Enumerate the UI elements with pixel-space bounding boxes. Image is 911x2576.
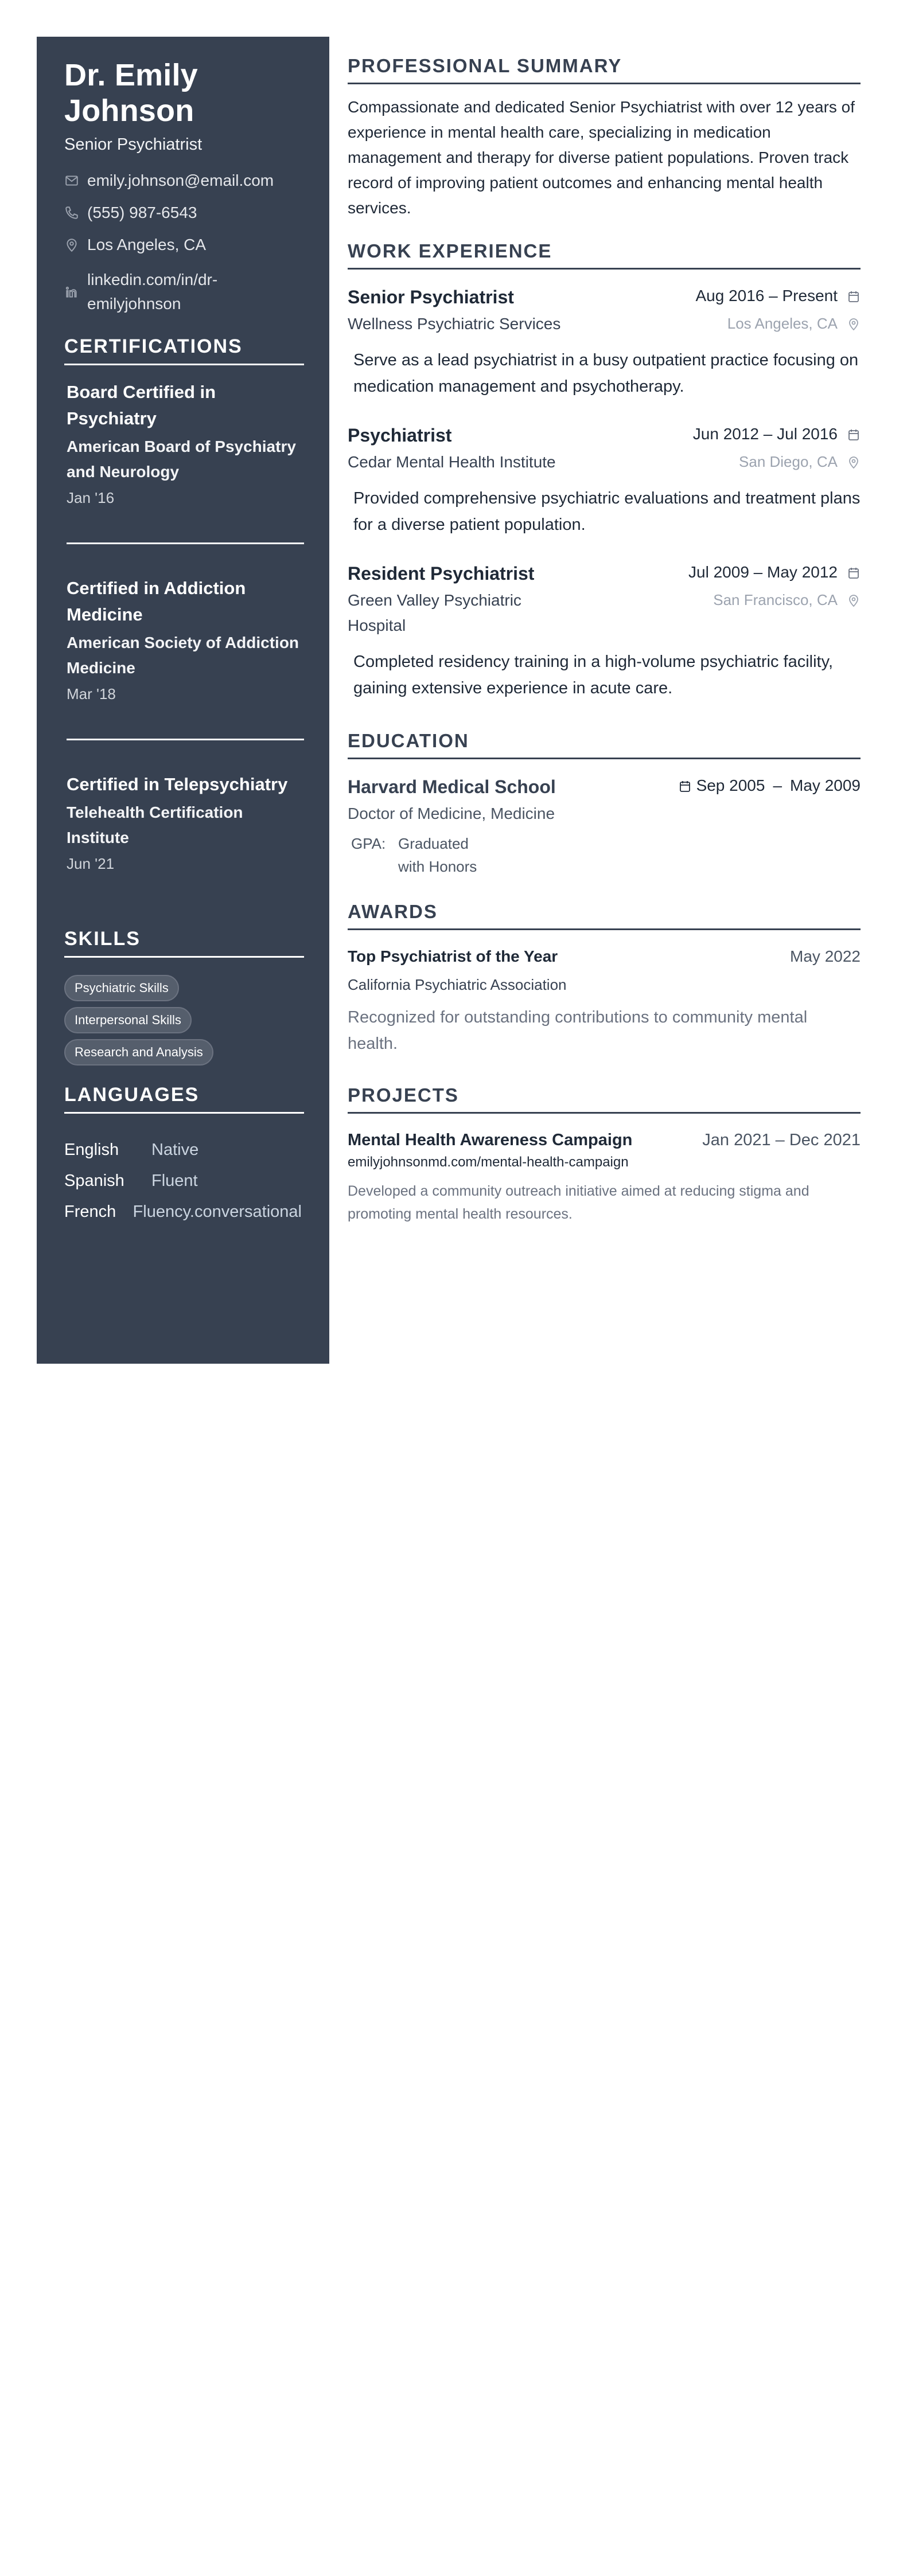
experience-item	[348, 563, 861, 701]
skill-tag: Research and Analysis	[64, 1039, 213, 1065]
languages-heading: LANGUAGES	[64, 1084, 304, 1114]
award-title: Top Psychiatrist of the Year	[348, 947, 558, 965]
job-location: Los Angeles, CA	[727, 315, 861, 333]
project-link[interactable]: emilyjohnsonmd.com/mental-health-campaign	[348, 1154, 629, 1170]
awards-heading: AWARDS	[348, 901, 861, 930]
job-role: Psychiatrist	[348, 425, 452, 446]
experience-item	[348, 425, 861, 538]
awards-section	[348, 901, 861, 1057]
job-company: Cedar Mental Health Institute	[348, 453, 556, 471]
skills-list	[64, 975, 302, 1071]
contact-linkedin[interactable]: linkedin.com/in/dr- emilyjohnson	[64, 268, 302, 316]
calendar-icon	[678, 779, 692, 793]
calendar-icon	[847, 427, 861, 441]
contact-list	[64, 171, 302, 316]
experience-item	[348, 287, 861, 400]
map-pin-icon	[64, 237, 79, 252]
job-company: Wellness Psychiatric Services	[348, 315, 561, 333]
projects-heading: PROJECTS	[348, 1084, 861, 1114]
project-item	[348, 1131, 861, 1225]
job-date: Jun 2012 – Jul 2016	[693, 425, 861, 443]
degree: Doctor of Medicine, Medicine	[348, 805, 555, 822]
calendar-icon	[847, 565, 861, 579]
map-pin-icon	[847, 317, 861, 331]
award-item	[348, 947, 861, 1057]
candidate-title: Senior Psychiatrist	[64, 135, 203, 154]
job-location: San Diego, CA	[739, 453, 861, 471]
map-pin-icon	[847, 594, 861, 607]
job-date: Aug 2016 – Present	[695, 287, 861, 305]
award-organization: California Psychiatric Association	[348, 976, 567, 993]
job-location: San Francisco, CA	[713, 591, 861, 609]
summary-section	[348, 55, 861, 221]
linkedin-icon	[64, 284, 79, 299]
education-heading: EDUCATION	[348, 730, 861, 759]
skill-tag: Interpersonal Skills	[64, 1007, 192, 1033]
summary-text: Compassionate and dedicated Senior Psychiatrist with over 12 years of experience in mental health care, specializing in medication management and therapy for diverse patient populations. Proven track record of improving patient outcomes and enhancing mental health services.	[348, 98, 855, 217]
education-date: Sep 2005 – May 2009	[678, 776, 861, 795]
calendar-icon	[847, 289, 861, 303]
skills-heading: SKILLS	[64, 928, 304, 958]
certification-item: Board Certified in Psychiatry American Board of Psychiatry and Neurology Jan '16	[67, 382, 296, 506]
certifications-list	[64, 365, 302, 873]
job-role: Senior Psychiatrist	[348, 287, 514, 307]
school-name: Harvard Medical School	[348, 776, 556, 797]
job-company: Green Valley Psychiatric Hospital	[348, 591, 521, 634]
contact-phone[interactable]: (555) 987-6543	[64, 204, 302, 222]
language-row: French Fluency.conversational	[64, 1203, 302, 1221]
education-section	[348, 730, 861, 878]
projects-section	[348, 1084, 861, 1225]
languages-list	[64, 1134, 302, 1227]
award-description: Recognized for outstanding contributions to community mental health.	[348, 1008, 808, 1053]
skill-tag: Psychiatric Skills	[64, 975, 179, 1001]
job-description: Provided comprehensive psychiatric evaluations and treatment plans for a diverse patient population.	[353, 489, 861, 534]
certification-item: Certified in Addiction Medicine American Society of Addiction Medicine Mar '18	[67, 578, 299, 702]
gpa: GPA: Graduated with Honors	[351, 835, 477, 875]
job-date: Jul 2009 – May 2012	[688, 563, 861, 581]
education-item	[348, 776, 861, 878]
main-content	[348, 55, 861, 1245]
job-role: Resident Psychiatrist	[348, 563, 535, 584]
language-row: Spanish Fluent	[64, 1172, 198, 1190]
project-description: Developed a community outreach initiative aimed at reducing stigma and promoting mental health resources.	[348, 1183, 809, 1222]
contact-email[interactable]: emily.johnson@email.com	[64, 171, 302, 190]
certifications-heading: CERTIFICATIONS	[64, 335, 304, 365]
map-pin-icon	[847, 455, 861, 469]
project-title: Mental Health Awareness Campaign	[348, 1131, 633, 1149]
job-description: Completed residency training in a high-volume psychiatric facility, gaining extensive experience in acute care.	[353, 653, 834, 697]
project-date: Jan 2021 – Dec 2021	[702, 1131, 861, 1149]
experience-section	[348, 240, 861, 701]
experience-heading: WORK EXPERIENCE	[348, 240, 861, 270]
summary-heading: PROFESSIONAL SUMMARY	[348, 55, 861, 84]
sidebar	[37, 37, 329, 1364]
language-row: English Native	[64, 1141, 199, 1159]
phone-icon	[64, 205, 79, 220]
job-description: Serve as a lead psychiatrist in a busy outpatient practice focusing on medication management and psychotherapy.	[353, 351, 859, 396]
award-date: May 2022	[790, 947, 861, 965]
certification-item: Certified in Telepsychiatry Telehealth Certification Institute Jun '21	[67, 774, 288, 872]
contact-location: Los Angeles, CA	[64, 236, 302, 254]
mail-icon	[64, 173, 79, 188]
candidate-name: Dr. Emily Johnson	[64, 58, 198, 128]
